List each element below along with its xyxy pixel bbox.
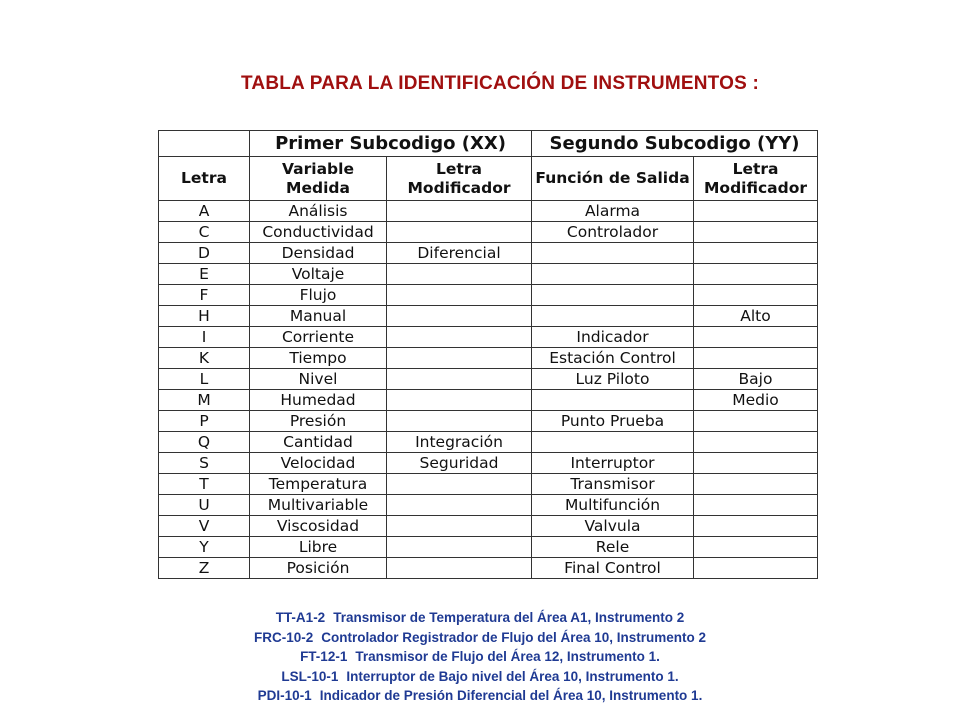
cell-letra-modificador-2 xyxy=(694,411,818,432)
example-description: Controlador Registrador de Flujo del Área 10, Instrumento 2 xyxy=(321,629,707,645)
column-header-funcion-salida: Función de Salida xyxy=(532,157,694,201)
cell-letra-modificador-1 xyxy=(387,369,532,390)
cell-letra: C xyxy=(159,222,250,243)
cell-letra-modificador-1: Seguridad xyxy=(387,453,532,474)
cell-letra: K xyxy=(159,348,250,369)
table-row xyxy=(159,222,818,243)
table-row xyxy=(159,411,818,432)
cell-funcion-salida: Transmisor xyxy=(532,474,694,495)
cell-letra-modificador-2 xyxy=(694,201,818,222)
cell-variable-medida: Flujo xyxy=(250,285,387,306)
cell-letra-modificador-1 xyxy=(387,390,532,411)
cell-funcion-salida: Punto Prueba xyxy=(532,411,694,432)
cell-funcion-salida xyxy=(532,390,694,411)
example-code: PDI-10-1 xyxy=(257,688,312,703)
cell-letra-modificador-1 xyxy=(387,474,532,495)
table-row xyxy=(159,516,818,537)
cell-variable-medida: Cantidad xyxy=(250,432,387,453)
table-row xyxy=(159,432,818,453)
cell-funcion-salida: Interruptor xyxy=(532,453,694,474)
table-row xyxy=(159,453,818,474)
cell-letra-modificador-2 xyxy=(694,243,818,264)
table-row xyxy=(159,474,818,495)
group-header-row xyxy=(159,131,818,157)
table-row xyxy=(159,495,818,516)
group-header-primer: Primer Subcodigo (XX) xyxy=(250,131,532,157)
cell-variable-medida: Presión xyxy=(250,411,387,432)
cell-letra-modificador-1 xyxy=(387,495,532,516)
cell-funcion-salida xyxy=(532,306,694,327)
cell-funcion-salida: Indicador xyxy=(532,327,694,348)
cell-variable-medida: Densidad xyxy=(250,243,387,264)
cell-variable-medida: Conductividad xyxy=(250,222,387,243)
group-header-blank xyxy=(159,131,250,157)
cell-letra-modificador-1 xyxy=(387,201,532,222)
cell-variable-medida: Análisis xyxy=(250,201,387,222)
cell-variable-medida: Corriente xyxy=(250,327,387,348)
cell-letra-modificador-1 xyxy=(387,537,532,558)
cell-funcion-salida: Luz Piloto xyxy=(532,369,694,390)
example-line xyxy=(0,647,960,667)
cell-funcion-salida: Estación Control xyxy=(532,348,694,369)
page-title: TABLA PARA LA IDENTIFICACIÓN DE INSTRUMENTOS : xyxy=(241,73,759,94)
example-code: TT-A1-2 xyxy=(275,610,326,625)
column-header-row xyxy=(159,157,818,201)
table-row xyxy=(159,369,818,390)
cell-variable-medida: Humedad xyxy=(250,390,387,411)
table-row xyxy=(159,243,818,264)
table-row xyxy=(159,201,818,222)
column-header-variable-medida: Variable Medida xyxy=(250,157,387,201)
cell-letra-modificador-1: Integración xyxy=(387,432,532,453)
cell-letra-modificador-2 xyxy=(694,537,818,558)
cell-letra-modificador-1 xyxy=(387,327,532,348)
cell-letra-modificador-2: Alto xyxy=(694,306,818,327)
cell-letra: T xyxy=(159,474,250,495)
cell-funcion-salida xyxy=(532,264,694,285)
cell-letra-modificador-2: Medio xyxy=(694,390,818,411)
cell-letra: Z xyxy=(159,558,250,579)
cell-variable-medida: Velocidad xyxy=(250,453,387,474)
example-line xyxy=(0,686,960,706)
column-header-letra: Letra xyxy=(159,157,250,201)
cell-letra-modificador-2 xyxy=(694,327,818,348)
cell-letra: P xyxy=(159,411,250,432)
table-row xyxy=(159,558,818,579)
cell-letra-modificador-2 xyxy=(694,264,818,285)
cell-letra-modificador-2 xyxy=(694,285,818,306)
cell-variable-medida: Voltaje xyxy=(250,264,387,285)
cell-letra: D xyxy=(159,243,250,264)
cell-letra: I xyxy=(159,327,250,348)
cell-letra-modificador-2 xyxy=(694,558,818,579)
cell-letra: M xyxy=(159,390,250,411)
cell-letra-modificador-1 xyxy=(387,222,532,243)
table-row xyxy=(159,285,818,306)
group-header-segundo: Segundo Subcodigo (YY) xyxy=(532,131,818,157)
cell-letra: H xyxy=(159,306,250,327)
cell-funcion-salida xyxy=(532,432,694,453)
table-row xyxy=(159,390,818,411)
table-row xyxy=(159,537,818,558)
table-row xyxy=(159,306,818,327)
cell-variable-medida: Viscosidad xyxy=(250,516,387,537)
example-line xyxy=(0,608,960,628)
cell-letra: U xyxy=(159,495,250,516)
cell-funcion-salida: Valvula xyxy=(532,516,694,537)
cell-variable-medida: Temperatura xyxy=(250,474,387,495)
cell-funcion-salida: Final Control xyxy=(532,558,694,579)
example-description: Interruptor de Bajo nivel del Área 10, Instrumento 1. xyxy=(346,668,679,684)
cell-funcion-salida: Controlador xyxy=(532,222,694,243)
cell-letra: Q xyxy=(159,432,250,453)
cell-letra-modificador-1 xyxy=(387,264,532,285)
cell-letra: Y xyxy=(159,537,250,558)
cell-letra: F xyxy=(159,285,250,306)
cell-funcion-salida: Alarma xyxy=(532,201,694,222)
example-code: FT-12-1 xyxy=(300,649,348,664)
cell-letra-modificador-2 xyxy=(694,516,818,537)
cell-letra-modificador-2: Bajo xyxy=(694,369,818,390)
table-row xyxy=(159,264,818,285)
cell-funcion-salida xyxy=(532,243,694,264)
cell-variable-medida: Posición xyxy=(250,558,387,579)
example-description: Transmisor de Flujo del Área 12, Instrumento 1. xyxy=(355,649,660,664)
cell-letra-modificador-1 xyxy=(387,285,532,306)
cell-letra-modificador-1 xyxy=(387,558,532,579)
cell-funcion-salida: Multifunción xyxy=(532,495,694,516)
cell-letra-modificador-1: Diferencial xyxy=(387,243,532,264)
cell-letra-modificador-2 xyxy=(694,453,818,474)
cell-letra-modificador-1 xyxy=(387,306,532,327)
examples-list xyxy=(0,608,960,706)
cell-letra-modificador-2 xyxy=(694,474,818,495)
cell-letra-modificador-2 xyxy=(694,432,818,453)
cell-letra: E xyxy=(159,264,250,285)
cell-letra-modificador-1 xyxy=(387,516,532,537)
cell-funcion-salida: Rele xyxy=(532,537,694,558)
column-header-letra-modificador-1: Letra Modificador xyxy=(387,157,532,201)
example-code: FRC-10-2 xyxy=(253,629,314,645)
cell-variable-medida: Libre xyxy=(250,537,387,558)
instrument-identification-table xyxy=(158,130,818,579)
cell-variable-medida: Multivariable xyxy=(250,495,387,516)
column-header-letra-modificador-2: Letra Modificador xyxy=(694,157,818,201)
cell-letra-modificador-2 xyxy=(694,348,818,369)
cell-letra: A xyxy=(159,201,250,222)
cell-variable-medida: Tiempo xyxy=(250,348,387,369)
table-row xyxy=(159,348,818,369)
cell-letra-modificador-1 xyxy=(387,411,532,432)
example-line xyxy=(0,628,960,648)
cell-letra-modificador-2 xyxy=(694,495,818,516)
cell-letra: V xyxy=(159,516,250,537)
cell-letra-modificador-2 xyxy=(694,222,818,243)
cell-variable-medida: Nivel xyxy=(250,369,387,390)
example-code: LSL-10-1 xyxy=(281,668,339,684)
cell-letra: S xyxy=(159,453,250,474)
cell-letra-modificador-1 xyxy=(387,348,532,369)
example-description: Transmisor de Temperatura del Área A1, Instrumento 2 xyxy=(333,610,685,625)
cell-letra: L xyxy=(159,369,250,390)
cell-variable-medida: Manual xyxy=(250,306,387,327)
table-row xyxy=(159,327,818,348)
example-description: Indicador de Presión Diferencial del Área 10, Instrumento 1. xyxy=(319,688,703,703)
example-line xyxy=(0,667,960,687)
cell-funcion-salida xyxy=(532,285,694,306)
